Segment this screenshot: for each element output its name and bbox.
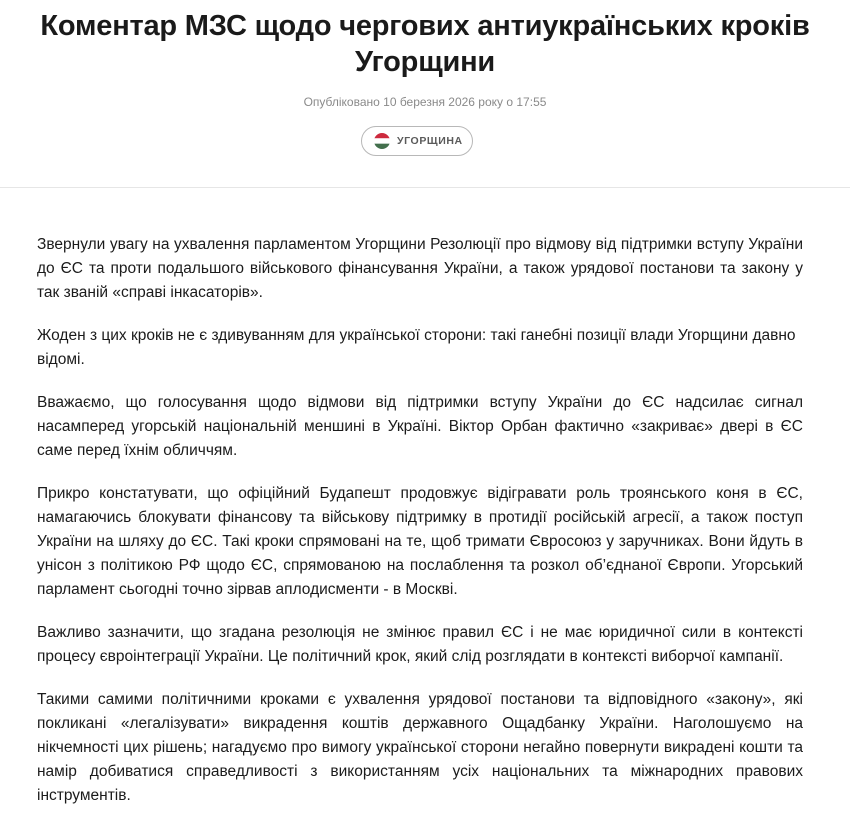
article-paragraph-3: Вважаємо, що голосування щодо відмови від підтримки вступу України до ЄС надсилає сигнал насамперед угорській національній меншині в Україні. Віктор Орбан фактично «закриває» двері в ЄС саме перед їхнім обличчям. <box>37 394 803 459</box>
publication-date: Опубліковано 10 березня 2026 року о 17:55 <box>303 95 547 109</box>
article-paragraph-2: Жоден з цих кроків не є здивуванням для української сторони: такі ганебні позиції влади Угорщини давно відомі. <box>37 327 796 368</box>
article-paragraph-5: Важливо зазначити, що згадана резолюція не змінює правил ЄС і не має юридичної сили в контексті процесу євроінтеграції України. Це політичний крок, який слід розглядати в контексті виборчої кампанії. <box>37 624 803 665</box>
hungary-flag-icon <box>374 133 390 149</box>
article-body <box>37 233 803 827</box>
article-paragraph-6: Такими самими політичними кроками є ухвалення урядової постанови та відповідного «закону», які покликані «легалізувати» викрадення коштів державного Ощадбанку України. Наголошуємо на нікчемності цих рішень; нагадуємо про вимогу української сторони негайно повернути викрадені кошти та намір добиватися справедливості з використанням усіх національних та міжнародних правових інструментів. <box>37 691 803 804</box>
country-tag-hungary[interactable] <box>361 126 473 156</box>
article-paragraph-1: Звернули увагу на ухвалення парламентом Угорщини Резолюції про відмову від підтримки вступу України до ЄС та проти подальшого військового фінансування України, а також урядової постанови та закону у так званій «справі інкасаторів». <box>37 236 803 301</box>
article-header <box>0 0 850 188</box>
tag-label: УГОРЩИНА <box>397 135 463 147</box>
article-paragraph-4: Прикро констатувати, що офіційний Будапешт продовжує відігравати роль троянського коня в ЄС, намагаючись блокувати фінансову та військову підтримку в протидії російській агресії, а також поступ України на шляху до ЄС. Такі кроки спрямовані на те, щоб тримати Євросоюз у заручниках. Вони йдуть в унісон з політикою РФ щодо ЄС, спрямованою на послаблення та розкол об’єднаної Європи. Угорський парламент сьогодні точно зірвав аплодисменти - в Москві. <box>37 485 803 598</box>
page-title: Коментар МЗС щодо чергових антиукраїнських кроків Угорщини <box>40 10 810 78</box>
